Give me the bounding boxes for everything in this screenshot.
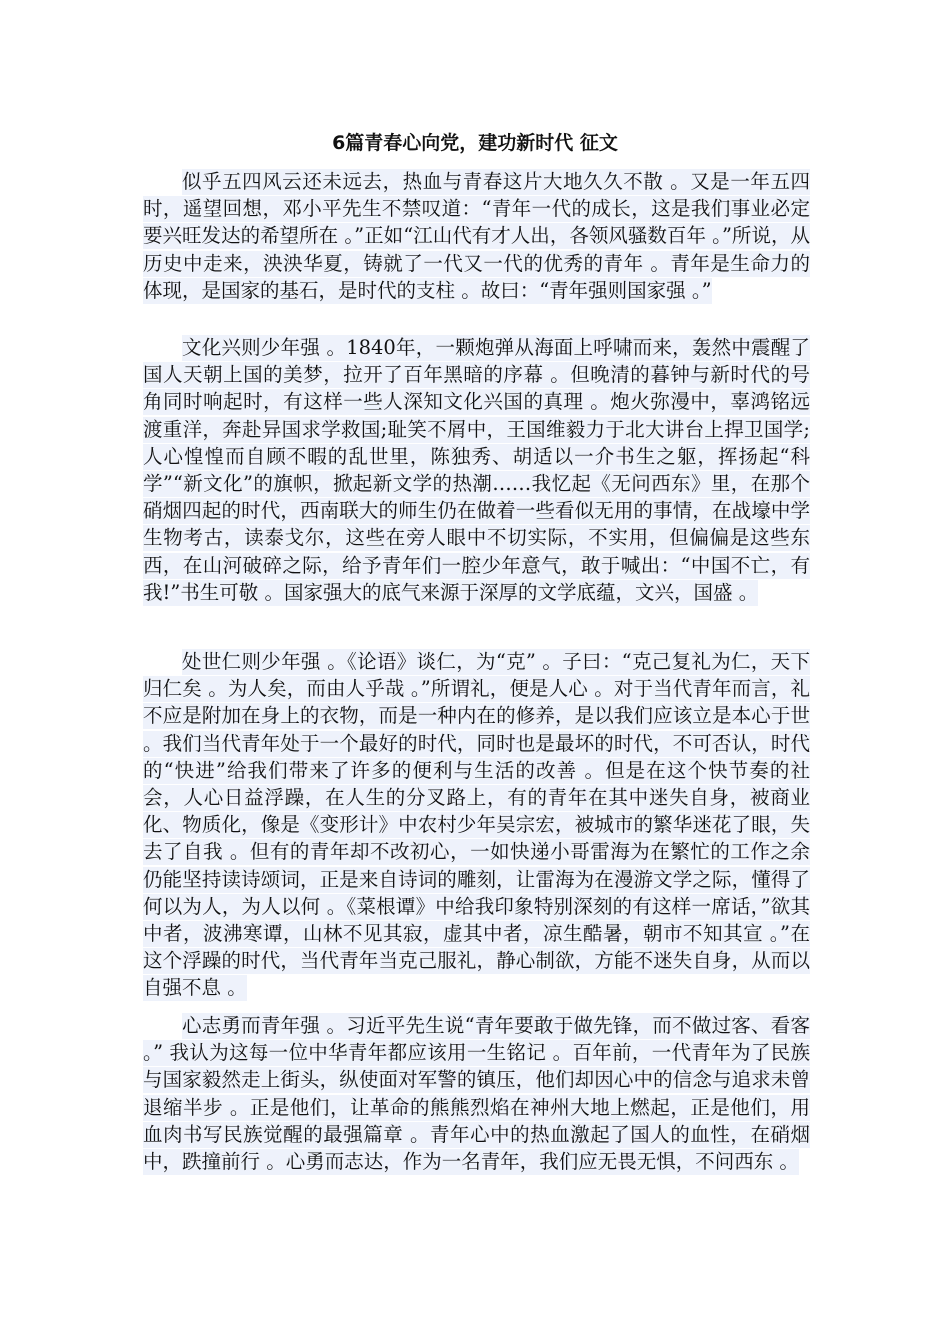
document-title: 6篇青春心向党，建功新时代 征文 <box>332 132 618 154</box>
paragraph-2 <box>143 334 810 606</box>
paragraph-4-text: 心志勇而青年强 。习近平先生说“青年要敢于做先锋，而不做过客、看客 。” 我认为这每一位中华青年都应该用一生铭记 。百年前，一代青年为了民族与国家毅然走上街头，纵使面对军警的镇压，他们却因心中的信念与追求未曾退缩半步 。正是他们，让革命的熊熊烈焰在神州大地上燃起，正是他们，用血肉书写民族觉醒的最强篇章 。青年心中的热血激起了国人的血性，在硝烟中，跌撞前行 。心勇而志达，作为一名青年，我们应无畏无惧，不问西东 。 <box>143 1014 810 1174</box>
paragraph-4 <box>143 1012 810 1175</box>
paragraph-1-text: 似乎五四风云还未远去，热血与青春这片大地久久不散 。又是一年五四时，遥望回想，邓小平先生不禁叹道：“青年一代的成长，这是我们事业必定要兴旺发达的希望所在 。”正如“江山代有才人出，各领风骚数百年 。”所说，从历史中走来，泱泱华夏，铸就了一代又一代的优秀的青年 。青年是生命力的体现，是国家的基石，是时代的支柱 。故曰：“青年强则国家强 。” <box>143 170 810 302</box>
paragraph-3-text: 处世仁则少年强 。《论语》谈仁，为“克” 。子曰：“克己复礼为仁，天下归仁矣 。为人矣，而由人乎哉 。”所谓礼，便是人心 。对于当代青年而言，礼不应是附加在身上的衣物，而是一种内在的修养，是以我们应该立是本心于世 。我们当代青年处于一个最好的时代，同时也是最坏的时代，不可否认，时代的“快进”给我们带来了许多的便利与生活的改善 。但是在这个快节奏的社会，人心日益浮躁，在人生的分叉路上，有的青年在其中迷失自身，被商业化、物质化，像是《变形计》中农村少年吴宗宏，被城市的繁华迷花了眼，失去了自我 。但有的青年却不改初心，一如快递小哥雷海为在繁忙的工作之余仍能坚持读诗颂词，正是来自诗词的雕刻，让雷海为在漫游文学之际，懂得了何以为人，为人以何 。《菜根谭》中给我印象特别深刻的有这样一席话，”欲其中者，波沸寒谭，山林不见其寂，虚其中者，凉生酷暑，朝市不知其宣 。”在这个浮躁的时代，当代青年当克己服礼，静心制欲，方能不迷失自身，从而以自强不息 。 <box>143 650 810 1000</box>
paragraph-2-text: 文化兴则少年强 。1840年，一颗炮弹从海面上呼啸而来，轰然中震醒了国人天朝上国的美梦，拉开了百年黑暗的序幕 。但晚清的暮钟与新时代的号角同时响起时，有这样一些人深知文化兴国的真理 。炮火弥漫中，辜鸿铭远渡重洋，奔赴异国求学救国;耻笑不屑中，王国维毅力于北大讲台上捍卫国学;人心惶惶而自顾不暇的乱世里，陈独秀、胡适以一介书生之躯，挥扬起“科学”“新文化”的旗帜，掀起新文学的热潮……我忆起《无问西东》里，在那个硝烟四起的时代，西南联大的师生仍在做着一些看似无用的事情，在战壕中学生物考古，读泰戈尔，这些在旁人眼中不切实际，不实用，但偏偏是这些东西，在山河破碎之际，给予青年们一腔少年意气，敢于喊出：“中国不亡，有我!”书生可敬 。国家强大的底气来源于深厚的文学底蕴，文兴，国盛 。 <box>143 336 810 604</box>
paragraph-3 <box>143 648 810 1002</box>
paragraph-1 <box>143 168 810 304</box>
